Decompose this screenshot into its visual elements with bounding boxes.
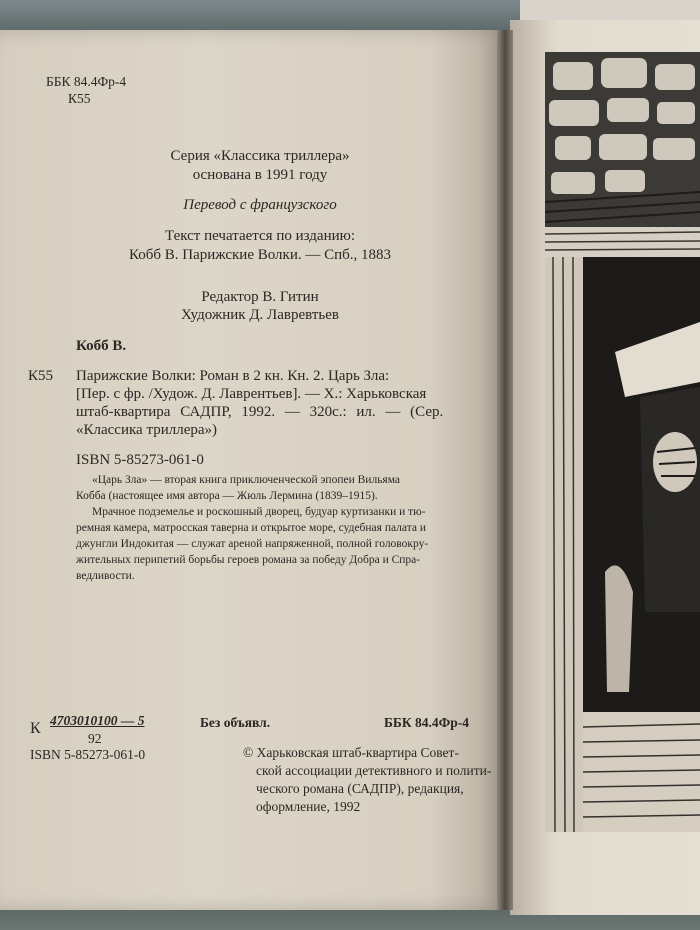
bbk-code-bottom: ББК 84.4Фр-4 xyxy=(384,715,469,730)
editor-credit: Редактор В. Гитин xyxy=(201,289,319,305)
annotation-line-4: ремная камера, матросская таверна и открытое море, судебная палата и xyxy=(76,522,427,534)
catalog-line-2: [Пер. с фр. /Худож. Д. Лаврентьев]. — Х.: Харьковская xyxy=(76,386,427,402)
series-founded: основана в 1991 году xyxy=(192,167,328,183)
author-heading: Кобб В. xyxy=(76,338,127,354)
annotation-line-5: джунгли Индокитая — служат ареной напряженной, полной головокру- xyxy=(76,538,429,550)
k-letter: К xyxy=(30,720,41,737)
copyright-line-1: © Харьковская штаб-квартира Совет- xyxy=(243,745,459,760)
translation-note: Перевод с французского xyxy=(183,197,337,213)
catalog-code-top: К55 xyxy=(68,91,91,106)
catalog-line-3: штаб-квартира САДПР, 1992. — 320с.: ил. — (Сер. xyxy=(76,404,444,420)
woodcut-illustration xyxy=(545,52,700,832)
annotation-line-6: жительных перипетий борьбы героев романа за победу Добра и Спра- xyxy=(76,554,421,566)
annotation-line-7: ведливости. xyxy=(76,570,135,582)
annotation-line-2: Кобба (настоящее имя автора — Жюль Лермина (1839–1915). xyxy=(76,490,378,502)
no-announcement: Без объявл. xyxy=(200,715,271,730)
annotation-line-1: «Царь Зла» — вторая книга приключенческой эпопеи Вильяма xyxy=(92,474,401,486)
annotation-line-3: Мрачное подземелье и роскошный дворец, будуар куртизанки и тю- xyxy=(92,506,426,518)
illustration-graphic xyxy=(545,52,700,832)
copyright-line-2: ской ассоциации детективного и полити- xyxy=(256,763,492,778)
k-numerator: 4703010100 — 5 xyxy=(50,713,145,728)
catalog-line-1: Парижские Волки: Роман в 2 кн. Кн. 2. Царь Зла: xyxy=(76,368,390,384)
bbk-code-top: ББК 84.4Фр-4 xyxy=(46,74,127,89)
copyright-line-4: оформление, 1992 xyxy=(256,799,361,814)
catalog-code: К55 xyxy=(28,368,54,384)
artist-credit: Художник Д. Лавревтьев xyxy=(181,307,339,323)
copyright-line-3: ческого романа (САДПР), редакция, xyxy=(256,781,464,796)
k-denominator: 92 xyxy=(88,731,102,746)
catalog-line-4: «Классика триллера») xyxy=(76,422,218,438)
edition-intro: Текст печатается по изданию: xyxy=(164,228,356,244)
book-gutter xyxy=(497,30,513,910)
isbn-main: ISBN 5-85273-061-0 xyxy=(76,452,204,468)
isbn-bottom: ISBN 5-85273-061-0 xyxy=(30,747,146,762)
series-line: Серия «Классика триллера» xyxy=(170,148,350,164)
edition-source: Кобб В. Парижские Волки. — Спб., 1883 xyxy=(128,247,392,263)
